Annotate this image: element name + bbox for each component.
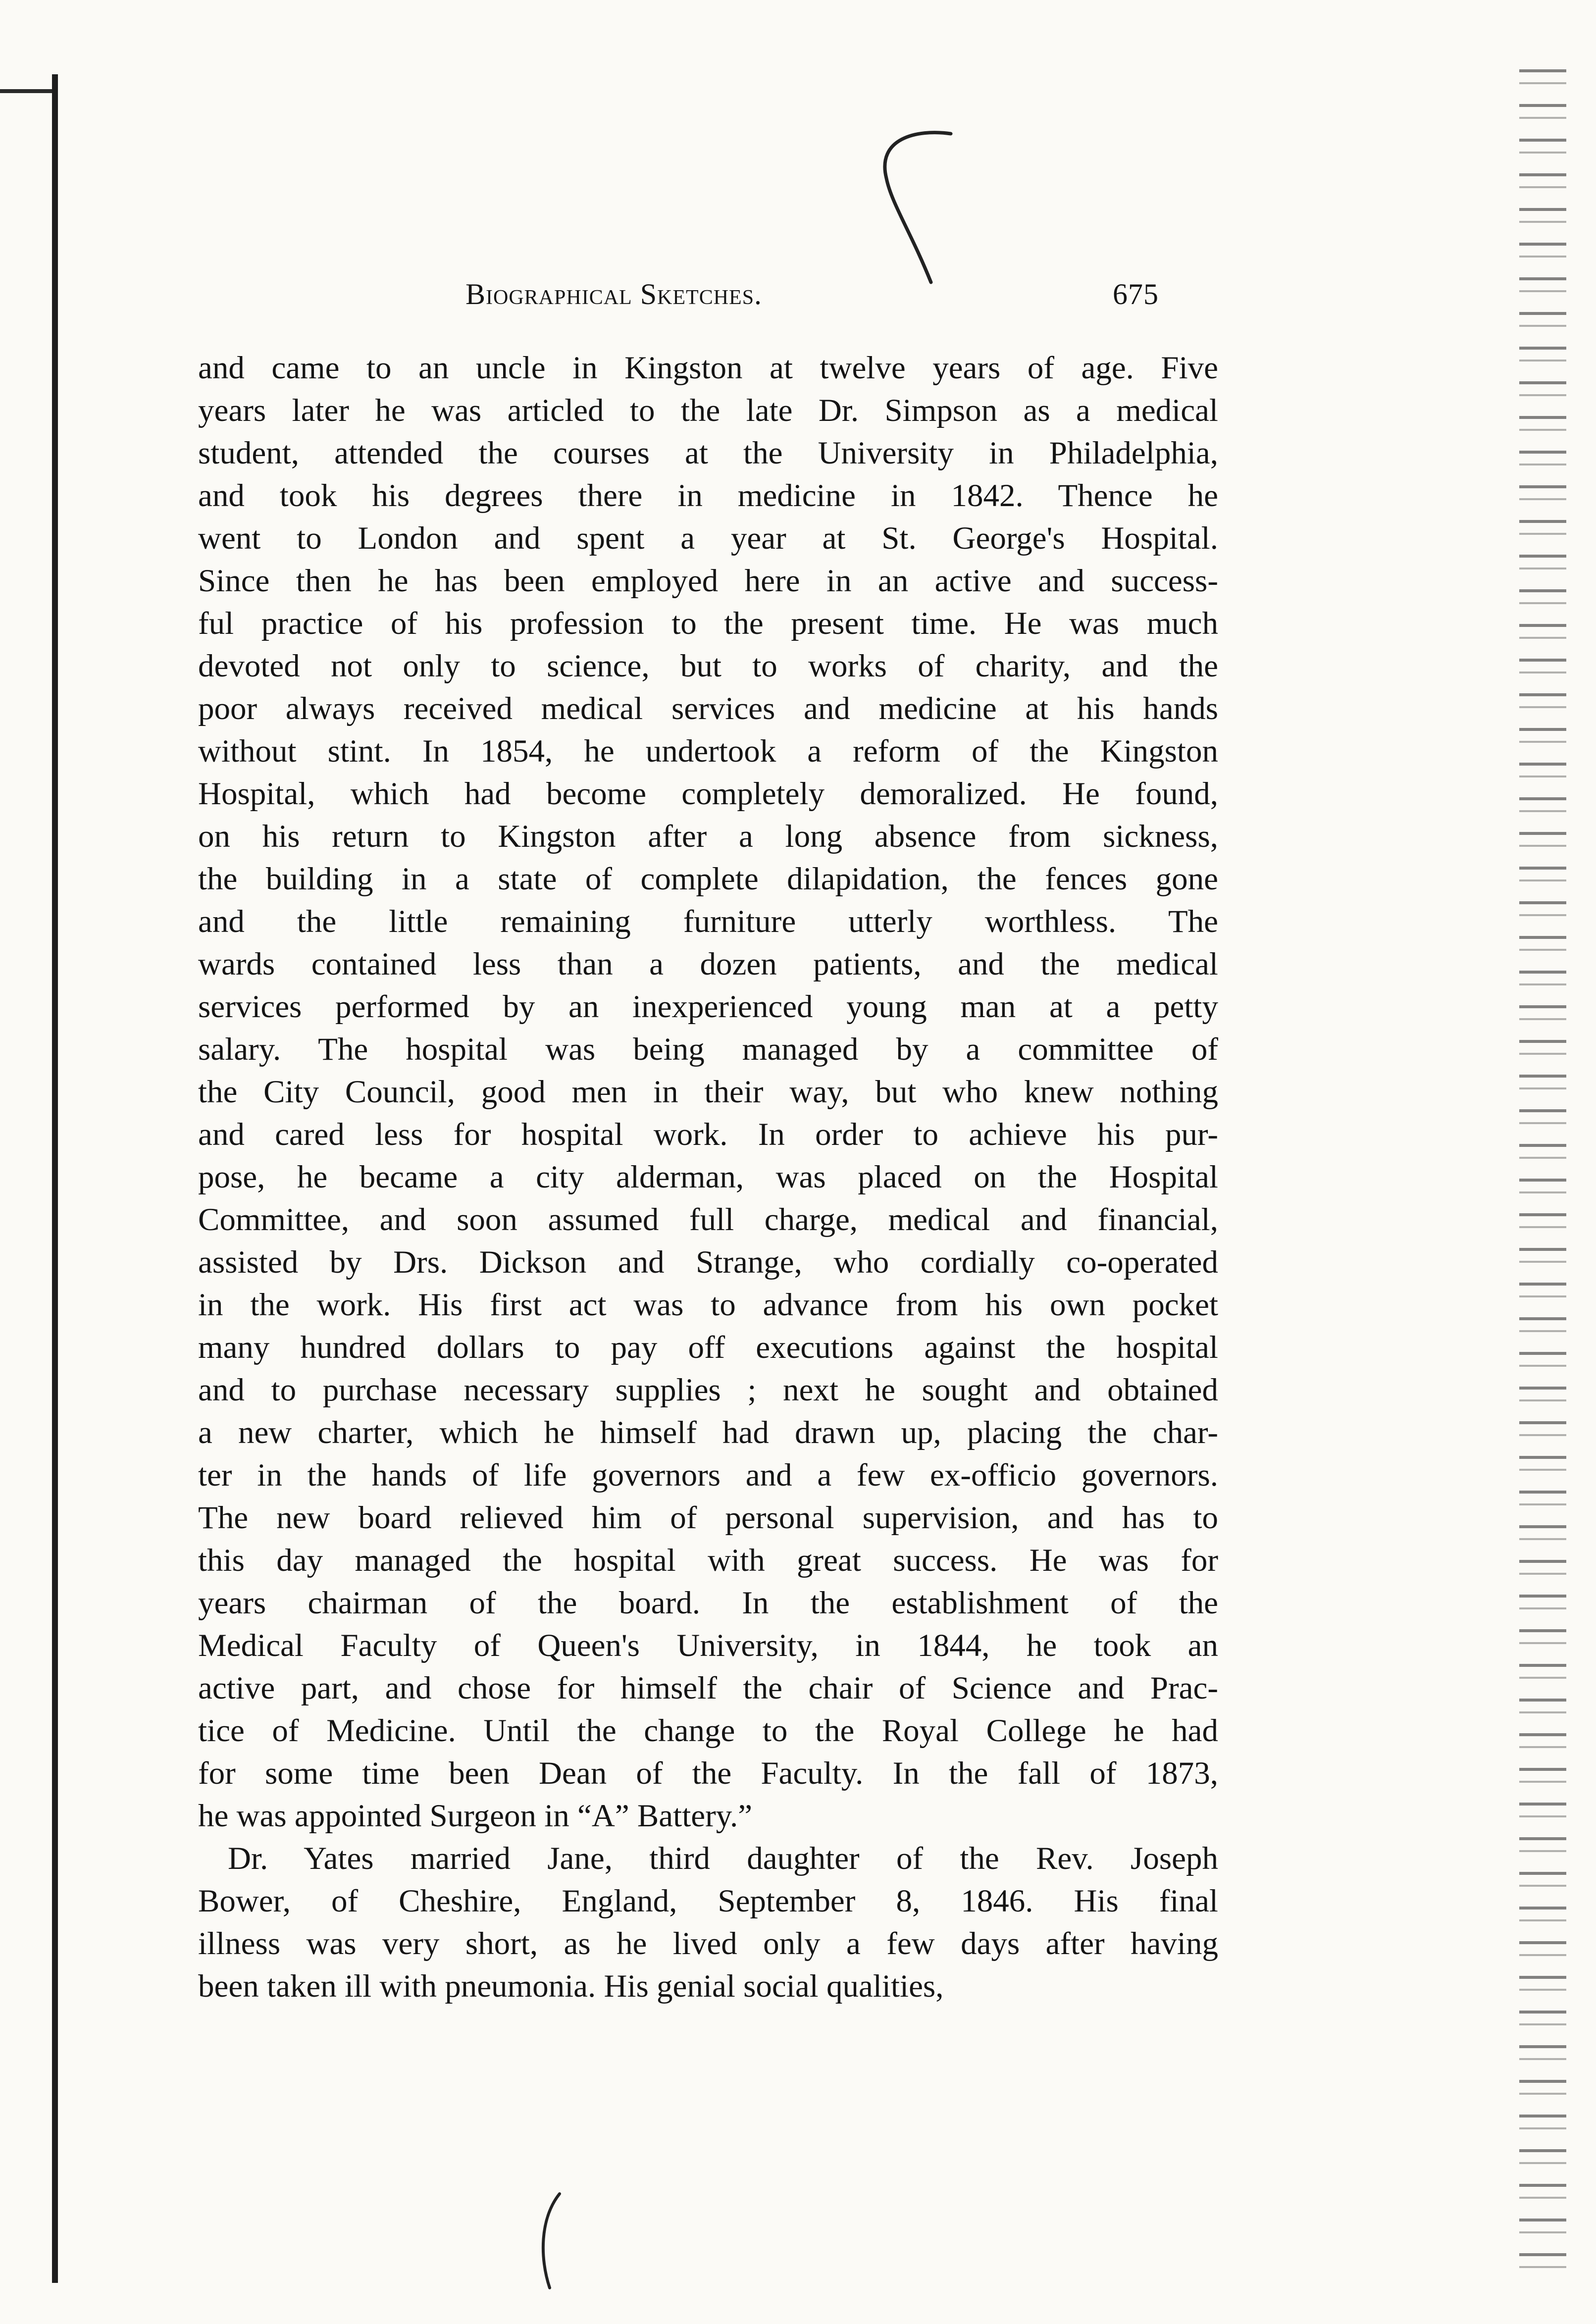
text-line: Hospital, which had become completely demoralized. He found, [198, 776, 1218, 812]
text-line: Committee, and soon assumed full charge, medical and financial, [198, 1202, 1218, 1238]
text-line: and the little remaining furniture utterly worthless. The [198, 904, 1218, 939]
text-line: devoted not only to science, but to works of charity, and the [198, 648, 1218, 684]
text-line: tice of Medicine. Until the change to the Royal College he had [198, 1713, 1218, 1749]
text-line: services performed by an inexperienced young man at a petty [198, 989, 1218, 1025]
text-line: student, attended the courses at the University in Philadelphia, [198, 435, 1218, 471]
text-line: salary. The hospital was being managed by a committee of [198, 1032, 1218, 1067]
text-line: The new board relieved him of personal supervision, and has to [198, 1500, 1218, 1536]
text-line: Medical Faculty of Queen's University, in 1844, he took an [198, 1628, 1218, 1663]
text-line: and came to an uncle in Kingston at twelve years of age. Five [198, 350, 1218, 386]
text-line: active part, and chose for himself the chair of Science and Prac- [198, 1670, 1218, 1706]
text-line: been taken ill with pneumonia. His genial social qualities, [198, 1968, 944, 2004]
text-line: years chairman of the board. In the establishment of the [198, 1585, 1218, 1621]
text-line: for some time been Dean of the Faculty. In the fall of 1873, [198, 1756, 1218, 1791]
text-line: Bower, of Cheshire, England, September 8, 1846. His final [198, 1883, 1218, 1919]
text-line: poor always received medical services and medicine at his hands [198, 691, 1218, 726]
text-line: and cared less for hospital work. In order to achieve his pur- [198, 1117, 1218, 1152]
text-line: Dr. Yates married Jane, third daughter of the Rev. Joseph [228, 1841, 1218, 1876]
running-head: Biographical Sketches. [465, 278, 763, 310]
text-line: ter in the hands of life governors and a few ex-officio governors. [198, 1457, 1218, 1493]
text-line: Since then he has been employed here in an active and success- [198, 563, 1218, 599]
text-line: many hundred dollars to pay off executions against the hospital [198, 1330, 1218, 1365]
body-text [198, 347, 1218, 2008]
text-line: he was appointed Surgeon in “A” Battery.” [198, 1798, 753, 1834]
text-line: pose, he became a city alderman, was placed on the Hospital [198, 1159, 1218, 1195]
text-line: assisted by Drs. Dickson and Strange, who cordially co-operated [198, 1244, 1218, 1280]
text-line: years later he was articled to the late Dr. Simpson as a medical [198, 393, 1218, 428]
stray-pen-mark [535, 2189, 565, 2293]
text-line: illness was very short, as he lived only a few days after having [198, 1926, 1218, 1962]
stray-pen-mark [857, 119, 966, 297]
text-line: went to London and spent a year at St. George's Hospital. [198, 520, 1218, 556]
page-number: 675 [1113, 278, 1159, 310]
text-line: without stint. In 1854, he undertook a reform of the Kingston [198, 733, 1218, 769]
show-through-bleed [1519, 69, 1566, 2273]
text-line: ful practice of his profession to the present time. He was much [198, 606, 1218, 641]
text-line: this day managed the hospital with great success. He was for [198, 1543, 1218, 1578]
text-line: the building in a state of complete dilapidation, the fences gone [198, 861, 1218, 897]
text-line: on his return to Kingston after a long absence from sickness, [198, 819, 1218, 854]
text-line: and took his degrees there in medicine in 1842. Thence he [198, 478, 1218, 514]
text-line: a new charter, which he himself had drawn up, placing the char- [198, 1415, 1218, 1450]
text-line: the City Council, good men in their way, but who knew nothing [198, 1074, 1218, 1110]
binding-edge-line [52, 74, 58, 2283]
binding-edge-tick [0, 89, 52, 93]
text-line: in the work. His first act was to advance from his own pocket [198, 1287, 1218, 1323]
page-header [465, 277, 1159, 311]
text-line: and to purchase necessary supplies ; next he sought and obtained [198, 1372, 1218, 1408]
text-line: wards contained less than a dozen patients, and the medical [198, 946, 1218, 982]
